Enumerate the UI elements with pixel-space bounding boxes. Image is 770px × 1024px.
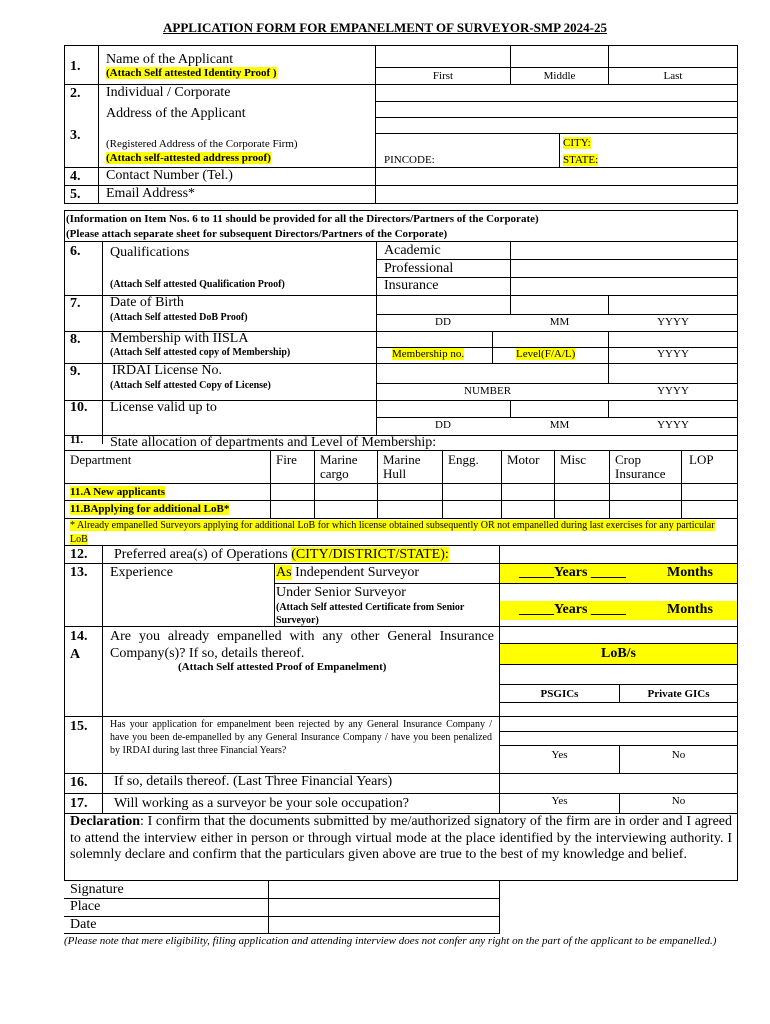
lobs-label: LoB/s (600, 646, 636, 661)
membership-level-label: Level(F/A/L) (516, 348, 576, 360)
private-gics-label: Private GICs (647, 688, 710, 700)
license-valid-label: License valid up to (110, 400, 217, 415)
rejection-yes-option[interactable]: Yes (551, 749, 568, 761)
dept-header-fire: Fire (276, 452, 297, 467)
qualifications-label: Qualifications (110, 245, 190, 260)
membership-yyyy-label: YYYY (657, 348, 689, 360)
place-label: Place (70, 899, 101, 914)
dept-header-department: Department (70, 452, 132, 467)
preferred-area-label: Preferred area(s) of Operations (CITY/DISTRICT/STATE): (114, 547, 449, 562)
psgics-label: PSGICs (540, 688, 579, 700)
applicant-name-label: Name of the Applicant (106, 52, 234, 67)
license-yyyy-label: YYYY (657, 385, 689, 397)
item-number-suffix: A (70, 647, 81, 662)
new-applicants-row-label: 11.A New applicants (70, 486, 166, 498)
declaration-text: Declaration: I confirm that the documents submitted by me/authorized signatory of the firm are in order and I agreed to attend the interview either in person or through virtual mode at the place identified by the interviewing authority. I solemnly declare and confirm that the particulars given above are true to the best of my knowledge and belief. (70, 814, 732, 862)
membership-proof-note: (Attach Self attested copy of Membership) (110, 347, 291, 358)
dob-proof-note: (Attach Self attested DoB Proof) (110, 312, 248, 323)
info-note-1: (Information on Item Nos. 6 to 11 should be provided for all the Directors/Partners of the Corporate) (66, 213, 539, 225)
city-label: CITY: (563, 137, 591, 149)
sole-occupation-label: Will working as a surveyor be your sole occupation? (114, 796, 409, 811)
address-label: Address of the Applicant (106, 106, 246, 121)
state-allocation-label: State allocation of departments and Level of Membership: (110, 435, 437, 450)
dob-label: Date of Birth (110, 295, 184, 310)
item-number: 7. (70, 296, 81, 311)
valid-mm-label: MM (549, 419, 570, 431)
dept-header-misc: Misc (560, 452, 586, 467)
dob-yyyy-label: YYYY (657, 316, 689, 328)
dept-header-marine-cargo: Marine cargo (320, 452, 358, 482)
independent-years-field[interactable]: _____Years _____ (519, 565, 626, 580)
dob-mm-label: MM (549, 316, 570, 328)
item-number: 1. (70, 59, 81, 74)
item-number: 8. (70, 332, 81, 347)
director-details-table (64, 210, 738, 546)
dept-header-engg: Engg. (448, 452, 479, 467)
item-number: 6. (70, 244, 81, 259)
signature-label: Signature (70, 882, 124, 897)
item-number: 12. (70, 547, 88, 562)
valid-yyyy-label: YYYY (657, 419, 689, 431)
contact-number-label: Contact Number (Tel.) (106, 168, 233, 183)
item-number: 17. (70, 796, 88, 811)
other-empanelment-question: Are you already empanelled with any other General Insurance Company(s)? If so, details thereof. (110, 629, 494, 661)
item-number: 5. (70, 187, 81, 202)
valid-dd-label: DD (435, 419, 451, 431)
identity-proof-note: (Attach Self attested Identity Proof ) (106, 67, 277, 79)
dob-dd-label: DD (435, 316, 451, 328)
preferred-area-highlight: (CITY/DISTRICT/STATE): (291, 547, 449, 562)
independent-surveyor-label: As Independent Surveyor (276, 565, 420, 580)
senior-surveyor-proof-note: (Attach Self attested Certificate from Senior Surveyor) (276, 602, 465, 626)
applicant-details-table (64, 45, 738, 205)
rejection-question: Has your application for empanelment been rejected by any General Insurance Company / have you been de-empanelled by any General Insurance Company / have you been penalized by IRDAI during last three Financial Years? (110, 719, 492, 756)
experience-and-declaration-table (64, 546, 738, 936)
additional-lob-row-label: 11.BApplying for additional LoB* (70, 503, 230, 515)
item-number: 2. (70, 86, 81, 101)
footer-note: (Please note that mere eligibility, filing application and attending interview does not confer any right on the part of the applicant to be empanelled.) (64, 935, 717, 947)
license-number-label: NUMBER (464, 385, 512, 397)
item-number: 9. (70, 364, 81, 379)
middle-name-label: Middle (543, 70, 576, 82)
item-number: 13. (70, 565, 88, 580)
additional-lob-note: * Already empanelled Surveyors applying for additional LoB for which license obtained subsequently OR not empanelled during last exercises for any particular LoB (70, 520, 715, 545)
dept-header-marine-hull: Marine Hull (383, 452, 421, 482)
empanelment-proof-note: (Attach Self attested Proof of Empanelment) (178, 661, 387, 673)
insurance-label: Insurance (384, 278, 439, 293)
last-name-label: Last (663, 70, 683, 82)
item-number: 11. (70, 434, 84, 446)
item-number: 3. (70, 128, 81, 143)
experience-label: Experience (110, 565, 173, 580)
item-number: 10. (70, 400, 88, 415)
senior-years-field[interactable]: _____Years _____ (519, 602, 626, 617)
qualification-proof-note: (Attach Self attested Qualification Proof) (110, 279, 285, 290)
item-number: 4. (70, 169, 81, 184)
dept-header-lop: LOP (689, 452, 714, 467)
professional-label: Professional (384, 261, 454, 276)
rejection-details-label: If so, details thereof. (Last Three Financial Years) (114, 774, 393, 789)
senior-months-label: Months (667, 602, 713, 617)
declaration-title: Declaration (70, 814, 140, 829)
registered-address-note: (Registered Address of the Corporate Firm) (106, 138, 298, 150)
license-no-label: IRDAI License No. (112, 363, 223, 378)
pincode-label: PINCODE: (384, 154, 435, 166)
membership-no-label: Membership no. (392, 348, 465, 360)
individual-corporate-label: Individual / Corporate (106, 85, 231, 100)
item-number: 16. (70, 775, 88, 790)
page-title: APPLICATION FORM FOR EMPANELMENT OF SURVEYOR-SMP 2024-25 (163, 20, 607, 35)
academic-label: Academic (384, 243, 441, 258)
email-label: Email Address* (106, 186, 196, 201)
first-name-label: First (432, 70, 454, 82)
state-label: STATE: (563, 154, 599, 166)
dept-header-motor: Motor (507, 452, 540, 467)
item-number: 15. (70, 719, 88, 734)
sole-occupation-no-option[interactable]: No (671, 795, 686, 807)
license-proof-note: (Attach Self attested Copy of License) (110, 380, 271, 391)
info-note-2: (Please attach separate sheet for subsequent Directors/Partners of the Corporate) (66, 228, 448, 240)
address-proof-note: (Attach self-attested address proof) (106, 152, 271, 164)
rejection-no-option[interactable]: No (671, 749, 686, 761)
date-label: Date (70, 917, 97, 932)
independent-months-label: Months (667, 565, 713, 580)
sole-occupation-yes-option[interactable]: Yes (551, 795, 568, 807)
under-senior-surveyor-label: Under Senior Surveyor (276, 585, 406, 600)
dept-header-crop-insurance: Crop Insurance (615, 452, 666, 482)
membership-label: Membership with IISLA (110, 331, 249, 346)
item-number: 14. (70, 629, 88, 644)
